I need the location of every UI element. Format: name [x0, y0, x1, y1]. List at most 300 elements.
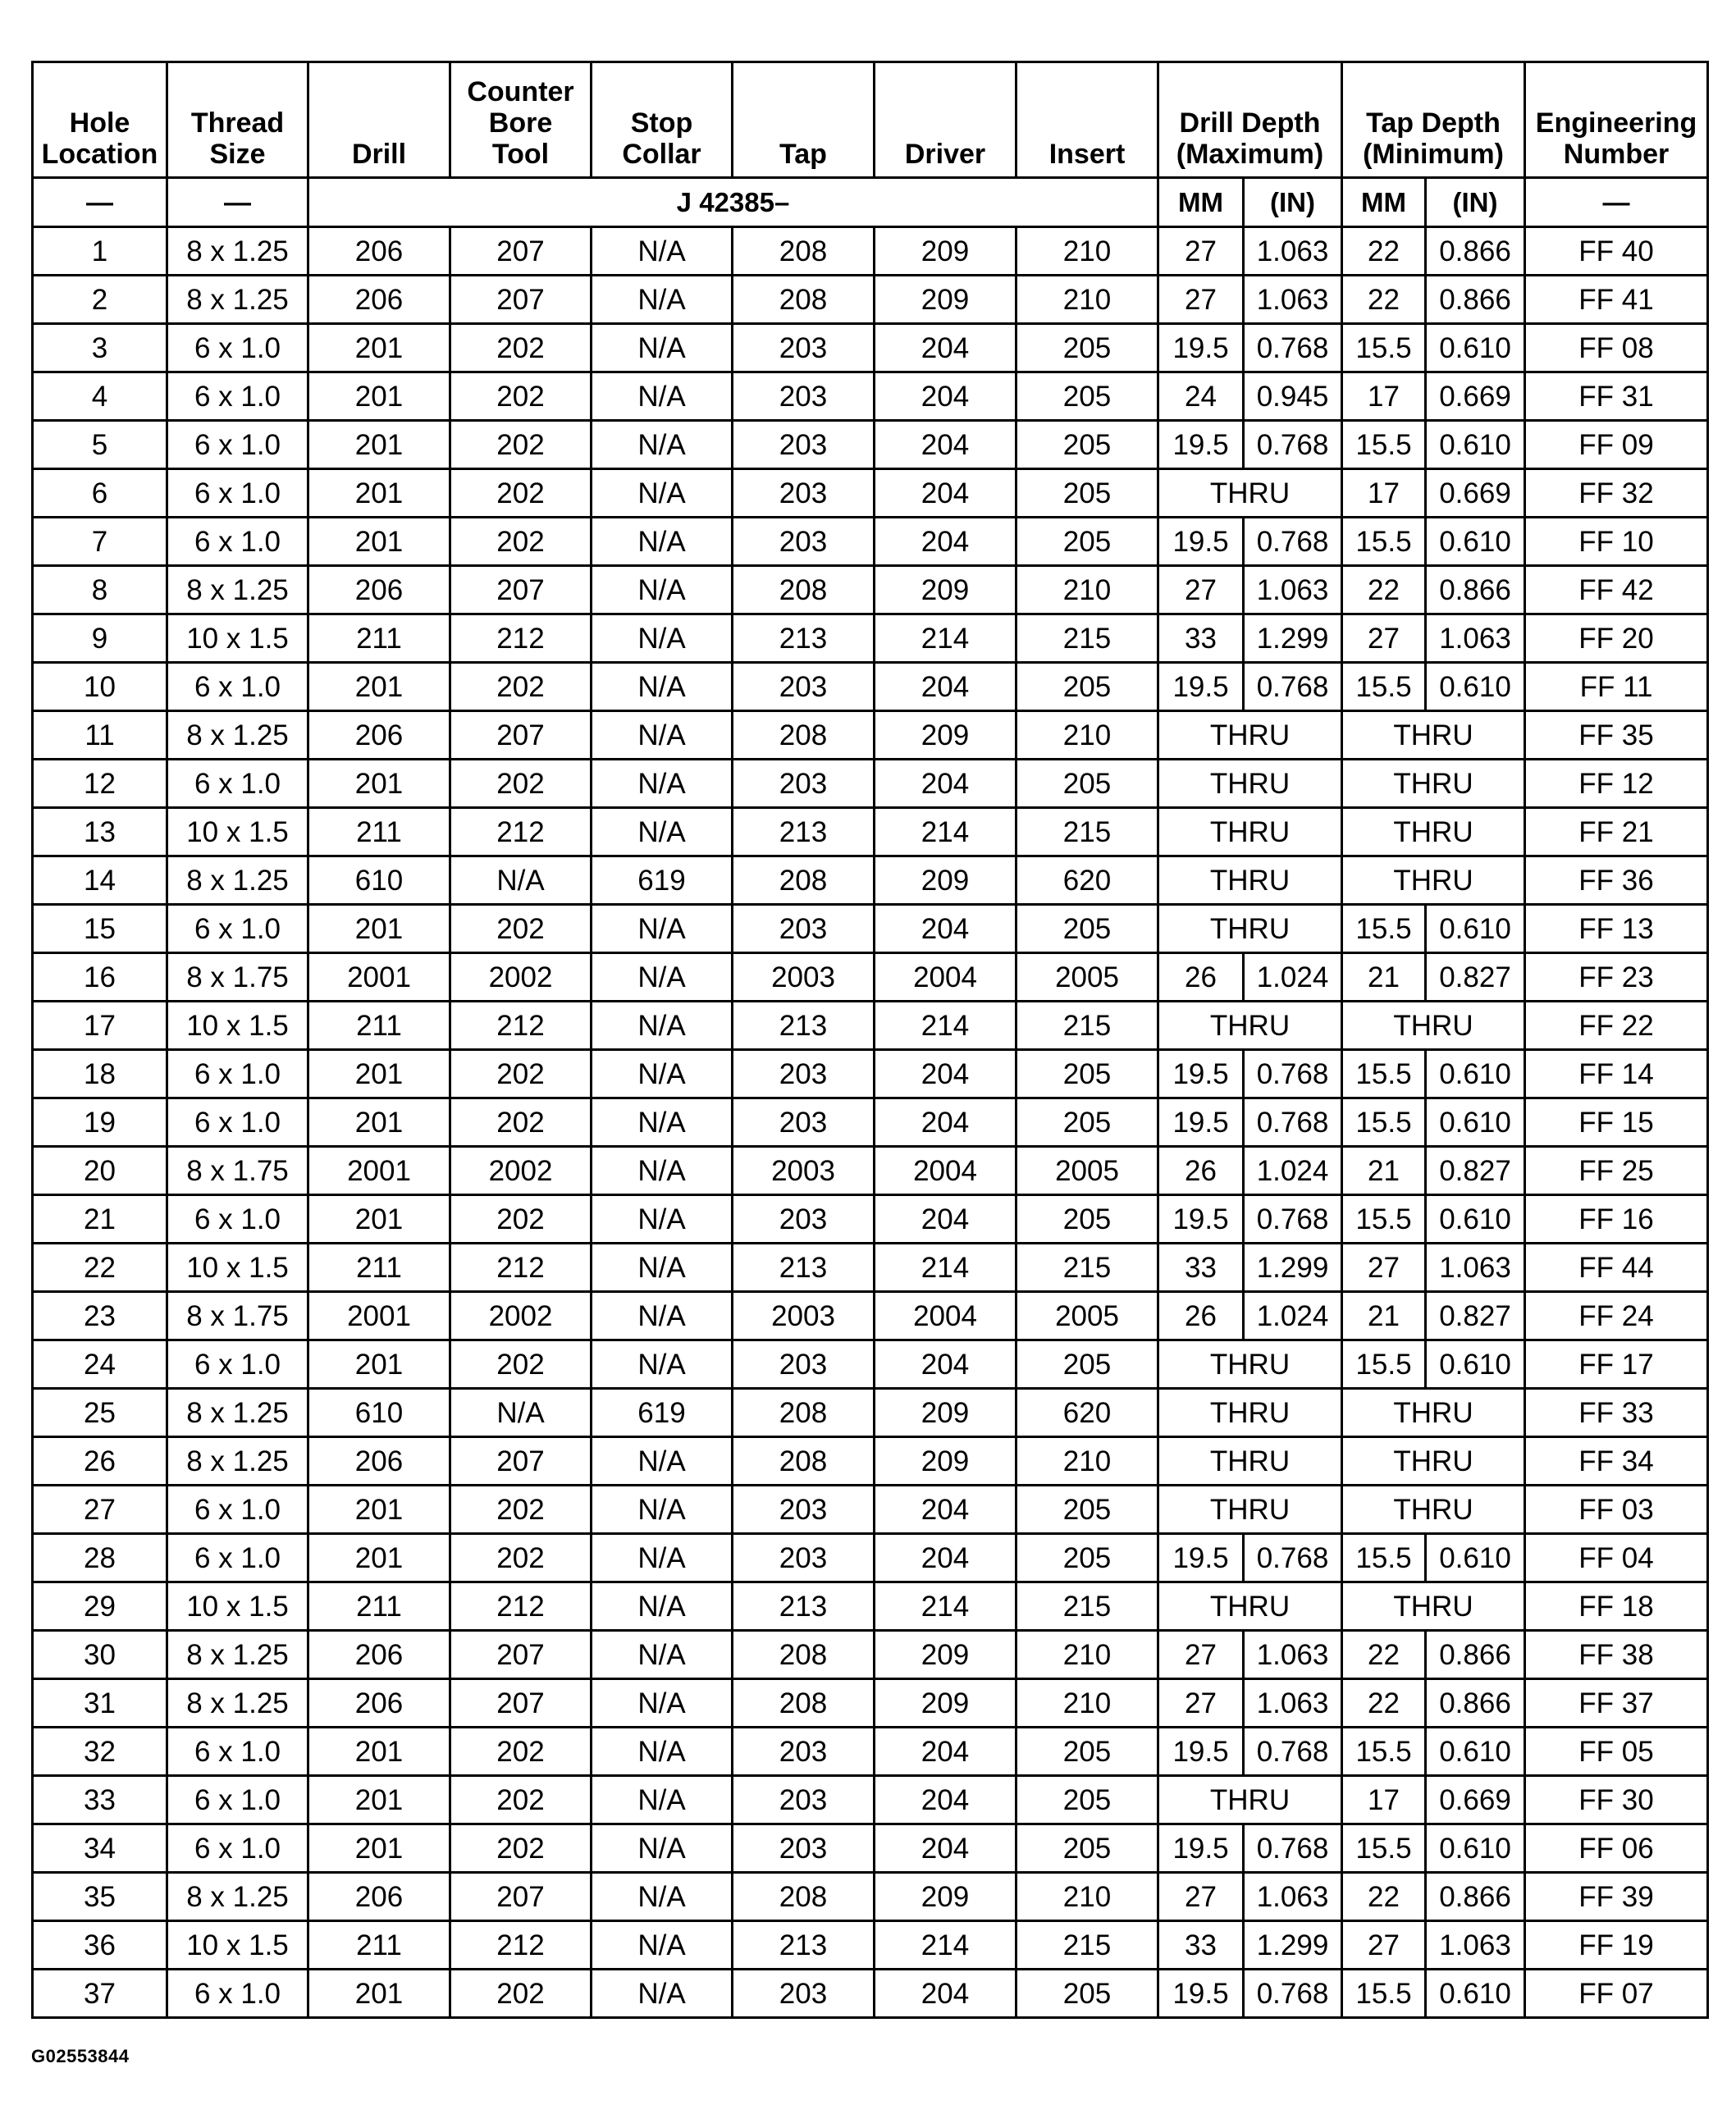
- cell-drill: 2001: [308, 953, 450, 1002]
- cell-stop-collar: N/A: [592, 1728, 733, 1776]
- cell-drill-depth-thru: THRU: [1158, 1486, 1342, 1534]
- cell-drill-depth-in: 0.768: [1244, 663, 1342, 711]
- cell-counter-bore-tool: 202: [450, 1776, 592, 1824]
- cell-stop-collar: N/A: [592, 1340, 733, 1389]
- cell-driver: 204: [875, 1195, 1016, 1244]
- cell-drill-depth-thru: THRU: [1158, 856, 1342, 905]
- cell-drill: 201: [308, 518, 450, 566]
- cell-drill-depth-mm: 26: [1158, 1147, 1244, 1195]
- cell-driver: 209: [875, 276, 1016, 324]
- cell-tap: 203: [733, 1340, 875, 1389]
- cell-driver: 2004: [875, 1147, 1016, 1195]
- cell-drill-depth-thru: THRU: [1158, 1776, 1342, 1824]
- cell-tap-depth-thru: THRU: [1342, 1582, 1525, 1631]
- cell-thread-size: 6 x 1.0: [167, 760, 308, 808]
- cell-drill-depth-in: 0.768: [1244, 1534, 1342, 1582]
- cell-counter-bore-tool: 202: [450, 1098, 592, 1147]
- table-row: [33, 614, 1708, 663]
- cell-hole-location: 15: [33, 905, 167, 953]
- cell-driver: 204: [875, 663, 1016, 711]
- cell-engineering-number: FF 20: [1525, 614, 1708, 663]
- cell-insert: 2005: [1016, 953, 1158, 1002]
- cell-counter-bore-tool: 207: [450, 276, 592, 324]
- cell-tap-depth-mm: 27: [1342, 1244, 1426, 1292]
- cell-drill-depth-thru: THRU: [1158, 469, 1342, 518]
- column-header-row: [33, 62, 1708, 178]
- cell-engineering-number: FF 17: [1525, 1340, 1708, 1389]
- cell-counter-bore-tool: 212: [450, 808, 592, 856]
- cell-thread-size: 8 x 1.25: [167, 1631, 308, 1679]
- cell-stop-collar: N/A: [592, 1582, 733, 1631]
- cell-drill-depth-thru: THRU: [1158, 1582, 1342, 1631]
- cell-tap-depth-in: 0.866: [1426, 1873, 1525, 1921]
- subheader-eng-dash: —: [1525, 178, 1708, 227]
- cell-hole-location: 30: [33, 1631, 167, 1679]
- cell-insert: 205: [1016, 760, 1158, 808]
- cell-hole-location: 27: [33, 1486, 167, 1534]
- cell-hole-location: 35: [33, 1873, 167, 1921]
- cell-tap-depth-mm: 22: [1342, 276, 1426, 324]
- table-row: [33, 469, 1708, 518]
- table-row: [33, 1002, 1708, 1050]
- cell-tap: 213: [733, 1921, 875, 1970]
- cell-counter-bore-tool: 202: [450, 421, 592, 469]
- cell-drill: 201: [308, 469, 450, 518]
- cell-engineering-number: FF 32: [1525, 469, 1708, 518]
- cell-drill: 211: [308, 1244, 450, 1292]
- cell-thread-size: 8 x 1.75: [167, 1147, 308, 1195]
- cell-tap-depth-in: 0.669: [1426, 372, 1525, 421]
- cell-thread-size: 6 x 1.0: [167, 1340, 308, 1389]
- cell-driver: 204: [875, 518, 1016, 566]
- cell-stop-collar: N/A: [592, 518, 733, 566]
- cell-drill: 206: [308, 227, 450, 276]
- cell-tap-depth-in: 0.866: [1426, 1631, 1525, 1679]
- cell-counter-bore-tool: 212: [450, 1582, 592, 1631]
- cell-tap-depth-mm: 17: [1342, 372, 1426, 421]
- cell-drill-depth-thru: THRU: [1158, 760, 1342, 808]
- cell-drill: 206: [308, 1437, 450, 1486]
- cell-engineering-number: FF 24: [1525, 1292, 1708, 1340]
- cell-tap: 203: [733, 1776, 875, 1824]
- table-row: [33, 808, 1708, 856]
- table-row: [33, 711, 1708, 760]
- cell-tap-depth-thru: THRU: [1342, 1002, 1525, 1050]
- cell-insert: 205: [1016, 1824, 1158, 1873]
- cell-tap: 208: [733, 566, 875, 614]
- cell-counter-bore-tool: 207: [450, 1437, 592, 1486]
- cell-driver: 2004: [875, 1292, 1016, 1340]
- cell-thread-size: 6 x 1.0: [167, 469, 308, 518]
- cell-drill-depth-mm: 27: [1158, 227, 1244, 276]
- cell-tap-depth-in: 0.610: [1426, 1050, 1525, 1098]
- cell-thread-size: 8 x 1.25: [167, 1679, 308, 1728]
- cell-drill-depth-mm: 19.5: [1158, 1728, 1244, 1776]
- cell-drill-depth-in: 0.768: [1244, 1728, 1342, 1776]
- cell-insert: 215: [1016, 614, 1158, 663]
- cell-stop-collar: N/A: [592, 1195, 733, 1244]
- cell-tap-depth-in: 0.610: [1426, 324, 1525, 372]
- header-hole-location: Hole Location: [33, 62, 167, 178]
- table-row: [33, 1486, 1708, 1534]
- cell-hole-location: 1: [33, 227, 167, 276]
- cell-hole-location: 13: [33, 808, 167, 856]
- cell-hole-location: 6: [33, 469, 167, 518]
- cell-engineering-number: FF 33: [1525, 1389, 1708, 1437]
- cell-insert: 2005: [1016, 1147, 1158, 1195]
- cell-tap: 2003: [733, 1147, 875, 1195]
- cell-driver: 214: [875, 1921, 1016, 1970]
- cell-hole-location: 14: [33, 856, 167, 905]
- cell-drill-depth-mm: 33: [1158, 614, 1244, 663]
- table-row: [33, 1776, 1708, 1824]
- cell-engineering-number: FF 04: [1525, 1534, 1708, 1582]
- cell-hole-location: 20: [33, 1147, 167, 1195]
- table-row: [33, 324, 1708, 372]
- cell-hole-location: 26: [33, 1437, 167, 1486]
- cell-tap: 208: [733, 276, 875, 324]
- cell-drill: 201: [308, 1824, 450, 1873]
- cell-drill: 211: [308, 1921, 450, 1970]
- cell-tap: 203: [733, 905, 875, 953]
- cell-counter-bore-tool: 202: [450, 1534, 592, 1582]
- cell-driver: 204: [875, 1050, 1016, 1098]
- cell-drill-depth-mm: 27: [1158, 276, 1244, 324]
- cell-driver: 204: [875, 1776, 1016, 1824]
- cell-drill: 201: [308, 1486, 450, 1534]
- cell-counter-bore-tool: 202: [450, 469, 592, 518]
- cell-drill-depth-mm: 27: [1158, 566, 1244, 614]
- cell-insert: 210: [1016, 711, 1158, 760]
- cell-counter-bore-tool: 212: [450, 614, 592, 663]
- cell-tap-depth-mm: 15.5: [1342, 905, 1426, 953]
- subheader-drill-mm: MM: [1158, 178, 1244, 227]
- cell-tap-depth-in: 0.610: [1426, 1728, 1525, 1776]
- cell-engineering-number: FF 35: [1525, 711, 1708, 760]
- cell-stop-collar: N/A: [592, 469, 733, 518]
- cell-insert: 205: [1016, 905, 1158, 953]
- table-row: [33, 566, 1708, 614]
- cell-hole-location: 3: [33, 324, 167, 372]
- cell-tap-depth-mm: 27: [1342, 614, 1426, 663]
- cell-insert: 205: [1016, 469, 1158, 518]
- cell-drill-depth-mm: 27: [1158, 1679, 1244, 1728]
- cell-tap-depth-mm: 17: [1342, 1776, 1426, 1824]
- header-drill: Drill: [308, 62, 450, 178]
- table-row: [33, 760, 1708, 808]
- cell-drill-depth-thru: THRU: [1158, 905, 1342, 953]
- cell-tap-depth-in: 0.866: [1426, 566, 1525, 614]
- cell-tap: 208: [733, 1873, 875, 1921]
- cell-drill: 2001: [308, 1292, 450, 1340]
- cell-insert: 205: [1016, 1050, 1158, 1098]
- cell-counter-bore-tool: N/A: [450, 856, 592, 905]
- cell-drill-depth-in: 0.768: [1244, 421, 1342, 469]
- cell-stop-collar: N/A: [592, 227, 733, 276]
- header-engineering-number: Engineering Number: [1525, 62, 1708, 178]
- cell-driver: 214: [875, 1002, 1016, 1050]
- cell-drill: 201: [308, 1776, 450, 1824]
- cell-drill-depth-in: 0.768: [1244, 1098, 1342, 1147]
- cell-drill: 201: [308, 760, 450, 808]
- cell-drill-depth-mm: 24: [1158, 372, 1244, 421]
- cell-tap-depth-thru: THRU: [1342, 808, 1525, 856]
- cell-tap: 203: [733, 324, 875, 372]
- cell-engineering-number: FF 41: [1525, 276, 1708, 324]
- cell-engineering-number: FF 14: [1525, 1050, 1708, 1098]
- cell-tap-depth-mm: 15.5: [1342, 1970, 1426, 2018]
- cell-stop-collar: N/A: [592, 1873, 733, 1921]
- cell-drill-depth-in: 1.299: [1244, 1244, 1342, 1292]
- cell-insert: 210: [1016, 566, 1158, 614]
- cell-drill-depth-in: 0.768: [1244, 324, 1342, 372]
- cell-driver: 204: [875, 1340, 1016, 1389]
- cell-drill: 211: [308, 1002, 450, 1050]
- header-stop-collar: Stop Collar: [592, 62, 733, 178]
- cell-thread-size: 8 x 1.25: [167, 1873, 308, 1921]
- cell-drill-depth-mm: 26: [1158, 953, 1244, 1002]
- cell-thread-size: 10 x 1.5: [167, 1582, 308, 1631]
- cell-engineering-number: FF 19: [1525, 1921, 1708, 1970]
- cell-insert: 205: [1016, 372, 1158, 421]
- cell-tap-depth-mm: 15.5: [1342, 1050, 1426, 1098]
- cell-tap: 213: [733, 1582, 875, 1631]
- cell-stop-collar: N/A: [592, 1486, 733, 1534]
- cell-tap-depth-mm: 27: [1342, 1921, 1426, 1970]
- cell-engineering-number: FF 06: [1525, 1824, 1708, 1873]
- cell-driver: 204: [875, 1486, 1016, 1534]
- cell-drill-depth-mm: 27: [1158, 1631, 1244, 1679]
- cell-hole-location: 32: [33, 1728, 167, 1776]
- table-row: [33, 1824, 1708, 1873]
- cell-driver: 204: [875, 324, 1016, 372]
- cell-counter-bore-tool: 207: [450, 227, 592, 276]
- cell-thread-size: 8 x 1.25: [167, 1437, 308, 1486]
- cell-tap: 208: [733, 227, 875, 276]
- cell-driver: 204: [875, 1728, 1016, 1776]
- table-row: [33, 663, 1708, 711]
- table-row: [33, 1195, 1708, 1244]
- cell-drill-depth-mm: 19.5: [1158, 1195, 1244, 1244]
- cell-tap-depth-mm: 21: [1342, 1292, 1426, 1340]
- table-row: [33, 1582, 1708, 1631]
- cell-hole-location: 37: [33, 1970, 167, 2018]
- cell-engineering-number: FF 30: [1525, 1776, 1708, 1824]
- table-row: [33, 953, 1708, 1002]
- cell-engineering-number: FF 18: [1525, 1582, 1708, 1631]
- cell-tap: 203: [733, 1970, 875, 2018]
- cell-hole-location: 29: [33, 1582, 167, 1631]
- cell-hole-location: 8: [33, 566, 167, 614]
- cell-engineering-number: FF 25: [1525, 1147, 1708, 1195]
- cell-drill-depth-in: 1.299: [1244, 1921, 1342, 1970]
- cell-drill-depth-thru: THRU: [1158, 1002, 1342, 1050]
- cell-tap-depth-mm: 15.5: [1342, 1098, 1426, 1147]
- cell-tap-depth-thru: THRU: [1342, 1389, 1525, 1437]
- cell-tap: 203: [733, 1050, 875, 1098]
- cell-tap: 203: [733, 1728, 875, 1776]
- table-row: [33, 905, 1708, 953]
- cell-driver: 209: [875, 1389, 1016, 1437]
- cell-engineering-number: FF 21: [1525, 808, 1708, 856]
- cell-driver: 2004: [875, 953, 1016, 1002]
- cell-counter-bore-tool: 207: [450, 1679, 592, 1728]
- cell-thread-size: 10 x 1.5: [167, 808, 308, 856]
- cell-tap-depth-in: 1.063: [1426, 614, 1525, 663]
- cell-drill: 201: [308, 1534, 450, 1582]
- cell-tap: 208: [733, 711, 875, 760]
- cell-tap: 213: [733, 808, 875, 856]
- table-row: [33, 518, 1708, 566]
- cell-thread-size: 6 x 1.0: [167, 421, 308, 469]
- table-row: [33, 1292, 1708, 1340]
- table-row: [33, 1679, 1708, 1728]
- cell-hole-location: 23: [33, 1292, 167, 1340]
- cell-tap: 208: [733, 856, 875, 905]
- cell-driver: 214: [875, 1244, 1016, 1292]
- cell-engineering-number: FF 31: [1525, 372, 1708, 421]
- unit-subheader-row: [33, 178, 1708, 227]
- cell-thread-size: 8 x 1.25: [167, 227, 308, 276]
- cell-tap: 213: [733, 1002, 875, 1050]
- cell-drill-depth-mm: 33: [1158, 1244, 1244, 1292]
- table-row: [33, 421, 1708, 469]
- cell-stop-collar: N/A: [592, 1631, 733, 1679]
- cell-insert: 215: [1016, 808, 1158, 856]
- cell-drill-depth-thru: THRU: [1158, 1340, 1342, 1389]
- cell-counter-bore-tool: 202: [450, 1970, 592, 2018]
- cell-driver: 209: [875, 566, 1016, 614]
- cell-thread-size: 8 x 1.25: [167, 1389, 308, 1437]
- cell-tap-depth-in: 1.063: [1426, 1244, 1525, 1292]
- cell-drill-depth-mm: 33: [1158, 1921, 1244, 1970]
- cell-drill: 201: [308, 1195, 450, 1244]
- cell-thread-size: 8 x 1.25: [167, 276, 308, 324]
- cell-counter-bore-tool: 202: [450, 1486, 592, 1534]
- cell-drill: 610: [308, 1389, 450, 1437]
- table-row: [33, 1970, 1708, 2018]
- cell-counter-bore-tool: 202: [450, 324, 592, 372]
- header-counter-bore-tool: Counter Bore Tool: [450, 62, 592, 178]
- cell-counter-bore-tool: 212: [450, 1244, 592, 1292]
- subheader-thread-dash: —: [167, 178, 308, 227]
- cell-hole-location: 36: [33, 1921, 167, 1970]
- cell-hole-location: 7: [33, 518, 167, 566]
- cell-tap-depth-thru: THRU: [1342, 856, 1525, 905]
- cell-tap: 2003: [733, 1292, 875, 1340]
- cell-insert: 205: [1016, 1728, 1158, 1776]
- cell-thread-size: 6 x 1.0: [167, 324, 308, 372]
- cell-stop-collar: N/A: [592, 1534, 733, 1582]
- cell-stop-collar: N/A: [592, 1098, 733, 1147]
- cell-tap: 208: [733, 1679, 875, 1728]
- cell-stop-collar: N/A: [592, 324, 733, 372]
- cell-tap-depth-mm: 22: [1342, 1679, 1426, 1728]
- cell-thread-size: 6 x 1.0: [167, 1824, 308, 1873]
- cell-drill-depth-in: 1.063: [1244, 1679, 1342, 1728]
- cell-thread-size: 6 x 1.0: [167, 1534, 308, 1582]
- cell-insert: 210: [1016, 1437, 1158, 1486]
- cell-drill-depth-thru: THRU: [1158, 1389, 1342, 1437]
- cell-insert: 215: [1016, 1582, 1158, 1631]
- table-row: [33, 276, 1708, 324]
- cell-stop-collar: N/A: [592, 1292, 733, 1340]
- cell-driver: 204: [875, 760, 1016, 808]
- cell-tap-depth-mm: 21: [1342, 953, 1426, 1002]
- cell-drill-depth-mm: 19.5: [1158, 518, 1244, 566]
- cell-hole-location: 16: [33, 953, 167, 1002]
- cell-driver: 204: [875, 421, 1016, 469]
- cell-driver: 204: [875, 469, 1016, 518]
- cell-insert: 205: [1016, 1098, 1158, 1147]
- cell-counter-bore-tool: 202: [450, 518, 592, 566]
- cell-drill: 211: [308, 614, 450, 663]
- cell-drill: 206: [308, 276, 450, 324]
- cell-drill-depth-in: 0.768: [1244, 1050, 1342, 1098]
- cell-stop-collar: N/A: [592, 953, 733, 1002]
- cell-stop-collar: N/A: [592, 663, 733, 711]
- cell-engineering-number: FF 07: [1525, 1970, 1708, 2018]
- cell-tap: 203: [733, 1534, 875, 1582]
- cell-counter-bore-tool: 207: [450, 1873, 592, 1921]
- cell-insert: 205: [1016, 1486, 1158, 1534]
- cell-stop-collar: N/A: [592, 1679, 733, 1728]
- cell-tap: 208: [733, 1389, 875, 1437]
- cell-tap-depth-in: 0.610: [1426, 1098, 1525, 1147]
- cell-tap: 203: [733, 1824, 875, 1873]
- table-row: [33, 1147, 1708, 1195]
- cell-drill-depth-mm: 19.5: [1158, 324, 1244, 372]
- cell-driver: 209: [875, 856, 1016, 905]
- cell-hole-location: 5: [33, 421, 167, 469]
- cell-drill: 206: [308, 1679, 450, 1728]
- cell-drill-depth-in: 1.063: [1244, 1631, 1342, 1679]
- cell-tap: 203: [733, 1486, 875, 1534]
- cell-drill-depth-in: 1.024: [1244, 1292, 1342, 1340]
- table-row: [33, 856, 1708, 905]
- cell-tap-depth-in: 0.610: [1426, 518, 1525, 566]
- cell-drill-depth-mm: 19.5: [1158, 663, 1244, 711]
- cell-counter-bore-tool: 202: [450, 905, 592, 953]
- table-row: [33, 1050, 1708, 1098]
- cell-engineering-number: FF 40: [1525, 227, 1708, 276]
- cell-tap-depth-in: 0.669: [1426, 469, 1525, 518]
- cell-drill-depth-in: 0.768: [1244, 1824, 1342, 1873]
- cell-engineering-number: FF 12: [1525, 760, 1708, 808]
- cell-drill: 201: [308, 1098, 450, 1147]
- cell-thread-size: 6 x 1.0: [167, 1776, 308, 1824]
- cell-thread-size: 6 x 1.0: [167, 663, 308, 711]
- cell-hole-location: 2: [33, 276, 167, 324]
- cell-insert: 215: [1016, 1002, 1158, 1050]
- cell-tap-depth-thru: THRU: [1342, 711, 1525, 760]
- subheader-tap-mm: MM: [1342, 178, 1426, 227]
- cell-drill-depth-mm: 19.5: [1158, 421, 1244, 469]
- cell-engineering-number: FF 37: [1525, 1679, 1708, 1728]
- cell-stop-collar: N/A: [592, 1002, 733, 1050]
- cell-counter-bore-tool: 202: [450, 760, 592, 808]
- cell-thread-size: 8 x 1.75: [167, 953, 308, 1002]
- cell-engineering-number: FF 39: [1525, 1873, 1708, 1921]
- cell-engineering-number: FF 10: [1525, 518, 1708, 566]
- cell-counter-bore-tool: 202: [450, 1050, 592, 1098]
- figure-id-label: G02553844: [31, 2046, 130, 2066]
- cell-drill: 201: [308, 1340, 450, 1389]
- cell-tap-depth-mm: 15.5: [1342, 1195, 1426, 1244]
- cell-counter-bore-tool: 202: [450, 1728, 592, 1776]
- cell-driver: 204: [875, 1824, 1016, 1873]
- table-row: [33, 1389, 1708, 1437]
